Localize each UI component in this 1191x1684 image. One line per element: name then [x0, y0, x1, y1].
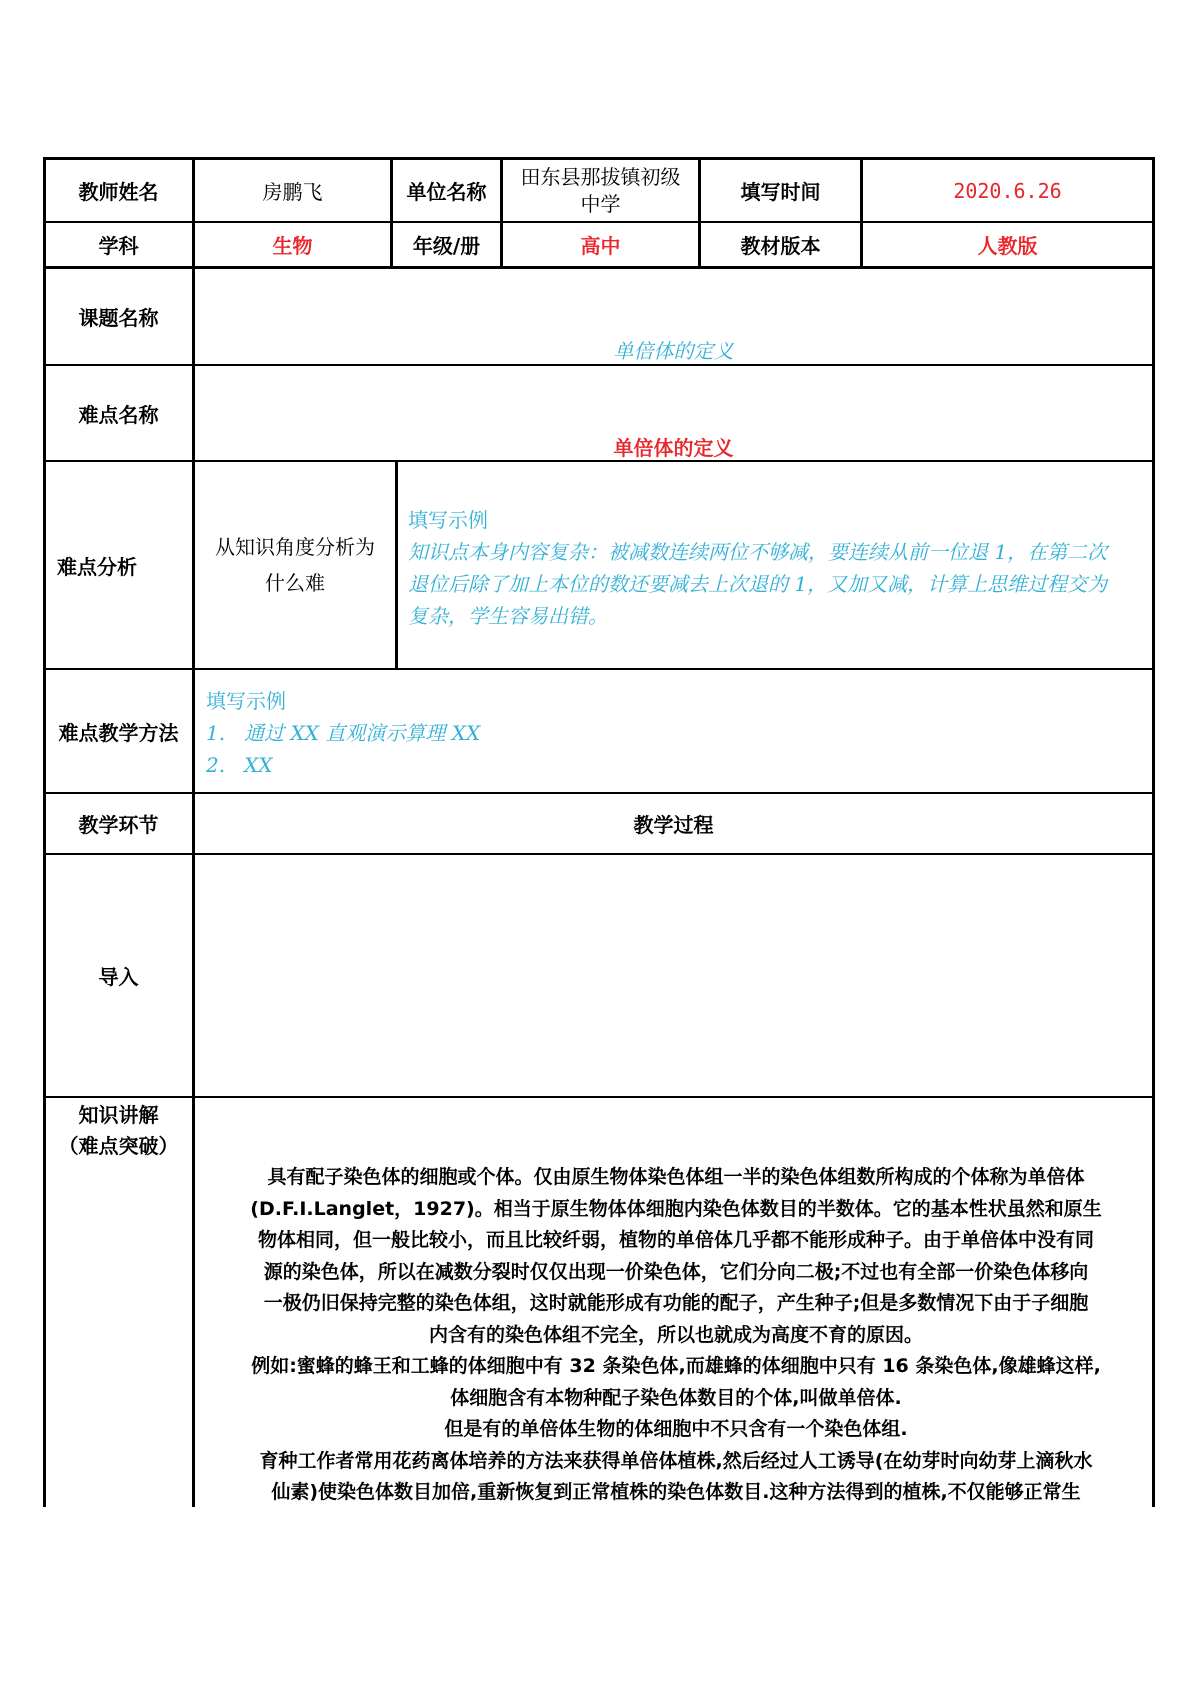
knowledge-line: 仙素)使染色体数目加倍,重新恢复到正常植株的染色体数目.这种方法得到的植株,不仅能够正常生	[271, 1481, 1081, 1503]
unit-label: 单位名称	[406, 180, 487, 204]
row-divider	[43, 1096, 1155, 1098]
method-example-title: 填写示例	[206, 689, 286, 713]
method-content	[206, 685, 1146, 781]
knowledge-line: 一极仍旧保持完整的染色体组，这时就能形成有功能的配子，产生种子;但是多数情况下由于子细胞	[263, 1292, 1089, 1314]
analysis-content	[408, 504, 1153, 632]
subject-value: 生物	[272, 234, 313, 258]
subject-label: 学科	[98, 234, 139, 258]
analysis-example-title: 填写示例	[408, 508, 488, 532]
row-divider	[43, 668, 1155, 670]
knowledge-line: 具有配子染色体的细胞或个体。仅由原生物体染色体组一半的染色体组数所构成的个体称为单倍体	[267, 1166, 1085, 1188]
method-item: 1. 通过 XX 直观演示算理 XX	[206, 721, 481, 745]
grade-value: 高中	[580, 234, 621, 258]
difficulty-label: 难点名称	[78, 402, 159, 427]
knowledge-line: 物体相同，但一般比较小，而且比较纤弱，植物的单倍体几乎都不能形成种子。由于单倍体中没有同	[257, 1229, 1094, 1251]
intro-label: 导入	[98, 965, 139, 989]
date-label: 填写时间	[740, 180, 821, 204]
analysis-line: 复杂，学生容易出错。	[408, 604, 608, 628]
edition-label: 教材版本	[740, 234, 821, 258]
knowledge-line: 但是有的单倍体生物的体细胞中不只含有一个染色体组.	[444, 1418, 908, 1440]
grade-label: 年级/册	[412, 234, 481, 258]
fill-date: 2020.6.26	[953, 178, 1062, 203]
analysis-label: 难点分析	[57, 554, 137, 579]
knowledge-label-line: 知识讲解	[78, 1103, 159, 1127]
method-label: 难点教学方法	[58, 720, 179, 745]
row-divider	[43, 364, 1155, 366]
process-label: 教学环节	[78, 813, 159, 837]
column-divider	[1152, 157, 1155, 1507]
unit-name-line: 田东县那拔镇初级	[520, 164, 681, 189]
topic-value: 单倍体的定义	[613, 338, 734, 363]
knowledge-content	[206, 1162, 1146, 1509]
analysis-sub-label-line: 什么难	[265, 571, 325, 595]
analysis-line: 知识点本身内容复杂：被减数连续两位不够减，要连续从前一位退 1，在第二次	[408, 540, 1108, 564]
edition-value: 人教版	[977, 234, 1038, 258]
knowledge-line: 育种工作者常用花药离体培养的方法来获得单倍体植株,然后经过人工诱导(在幼芽时向幼芽上滴秋水	[259, 1449, 1093, 1472]
analysis-sub-label-line: 从知识角度分析为	[215, 535, 375, 559]
knowledge-label	[45, 1100, 192, 1164]
process-value: 教学过程	[633, 813, 714, 837]
knowledge-line: (D.F.I.Langlet，1927)。相当于原生物体体细胞内染色体数目的半数体。它的基本性状虽然和原生	[250, 1197, 1102, 1220]
column-divider	[395, 460, 398, 670]
unit-name-line: 中学	[580, 191, 621, 216]
unit-name	[503, 160, 698, 221]
teacher-name: 房鹏飞	[262, 180, 323, 204]
knowledge-line: 体细胞含有本物种配子染色体数目的个体,叫做单倍体.	[450, 1386, 902, 1409]
intro-content	[195, 855, 1152, 1096]
difficulty-value: 单倍体的定义	[613, 435, 734, 460]
knowledge-line: 源的染色体，所以在减数分裂时仅仅出现一价染色体，它们分向二极;不过也有全部一价染色体移向	[263, 1260, 1089, 1283]
analysis-line: 退位后除了加上本位的数还要减去上次退的 1，又加又减，计算上思维过程交为	[408, 572, 1108, 596]
knowledge-line: 例如:蜜蜂的蜂王和工蜂的体细胞中有 32 条染色体,而雄蜂的体细胞中只有 16 条染色体,像雄蜂这样,	[251, 1355, 1101, 1377]
method-item: 2. XX	[206, 753, 273, 777]
row-divider	[43, 266, 1155, 269]
topic-label: 课题名称	[78, 306, 159, 330]
analysis-sub-label	[195, 462, 395, 668]
teacher-label: 教师姓名	[78, 180, 159, 204]
knowledge-line: 内含有的染色体组不完全，所以也就成为高度不育的原因。	[428, 1323, 923, 1346]
knowledge-label-line: （难点突破）	[58, 1134, 179, 1158]
